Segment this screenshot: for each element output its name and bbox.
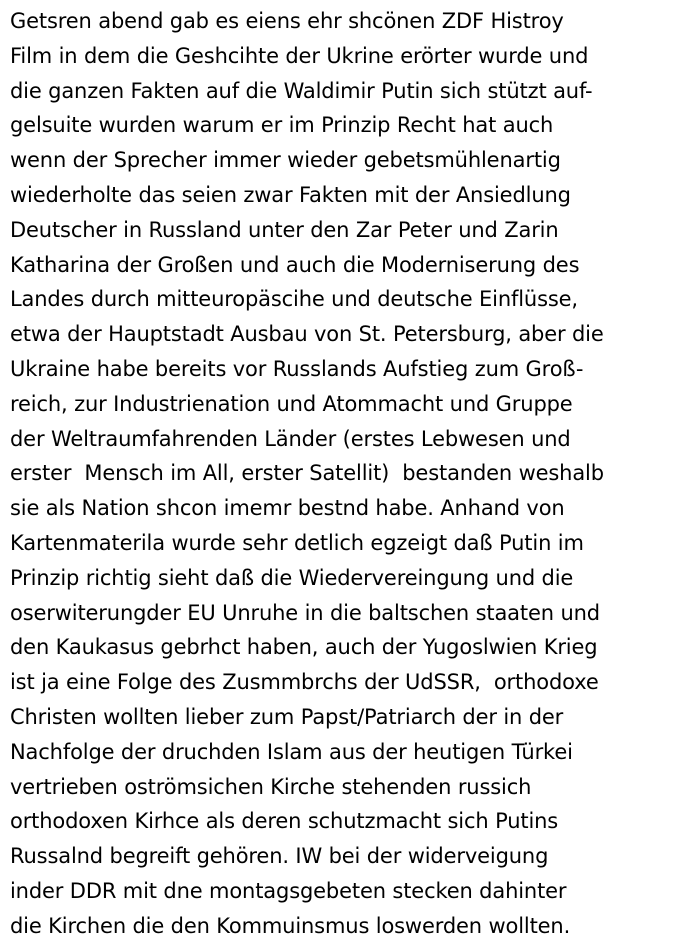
- text-line-23: vertrieben oströmsichen Kirche stehenden russich: [10, 774, 532, 799]
- text-line-2: Film in dem die Geshcihte der Ukrine erörter wurde und: [10, 43, 589, 68]
- text-line-20: ist ja eine Folge des Zusmmbrchs der UdSSR, orthodoxe: [10, 670, 599, 695]
- text-line-1: Getsren abend gab es eiens ehr shcönen ZDF Histroy: [10, 9, 564, 33]
- text-line-18: oserwiterungder EU Unruhe in die baltschen staaten und: [10, 600, 600, 625]
- text-line-22: Nachfolge der druchden Islam aus der heutigen Türkei: [10, 739, 573, 764]
- text-line-27: die Kirchen die den Kommuinsmus loswerden wollten.: [10, 913, 571, 938]
- text-line-7: Deutscher in Russland unter den Zar Peter und Zarin: [10, 217, 559, 242]
- text-line-4: gelsuite wurden warum er im Prinzip Recht hat auch: [10, 113, 554, 138]
- text-line-25: Russalnd begreift gehören. IW bei der widerveigung: [10, 844, 549, 869]
- text-line-17: Prinzip richtig sieht daß die Wiedervereingung und die: [10, 565, 574, 590]
- document-page: [10, 4, 680, 944]
- text-line-3: die ganzen Fakten auf die Waldimir Putin sich stützt auf-: [10, 78, 593, 103]
- text-line-5: wenn der Sprecher immer wieder gebetsmühlenartig: [10, 148, 561, 173]
- text-line-15: sie als Nation shcon imemr bestnd habe. Anhand von: [10, 496, 565, 521]
- text-line-6: wiederholte das seien zwar Fakten mit der Ansiedlung: [10, 182, 571, 207]
- text-line-9: Landes durch mitteuropäscihe und deutsche Einflüsse,: [10, 287, 578, 312]
- text-line-26: inder DDR mit dne montagsgebeten stecken dahinter: [10, 878, 567, 903]
- text-line-21: Christen wollten lieber zum Papst/Patriarch der in der: [10, 704, 564, 729]
- text-line-8: Katharina der Großen und auch die Moderniserung des: [10, 252, 580, 277]
- text-line-19: den Kaukasus gebrhct haben, auch der Yugoslwien Krieg: [10, 635, 598, 660]
- text-line-12: reich, zur Industrienation und Atommacht und Gruppe: [10, 391, 573, 416]
- text-line-11: Ukraine habe bereits vor Russlands Aufstieg zum Groß-: [10, 356, 584, 381]
- text-line-14: erster Mensch im All, erster Satellit) bestanden weshalb: [10, 461, 604, 486]
- text-line-13: der Weltraumfahrenden Länder (erstes Lebwesen und: [10, 426, 571, 451]
- text-line-16: Kartenmaterila wurde sehr detlich egzeigt daß Putin im: [10, 530, 584, 555]
- text-line-24: orthodoxen Kirhce als deren schutzmacht sich Putins: [10, 809, 559, 834]
- text-line-10: etwa der Hauptstadt Ausbau von St. Petersburg, aber die: [10, 322, 604, 347]
